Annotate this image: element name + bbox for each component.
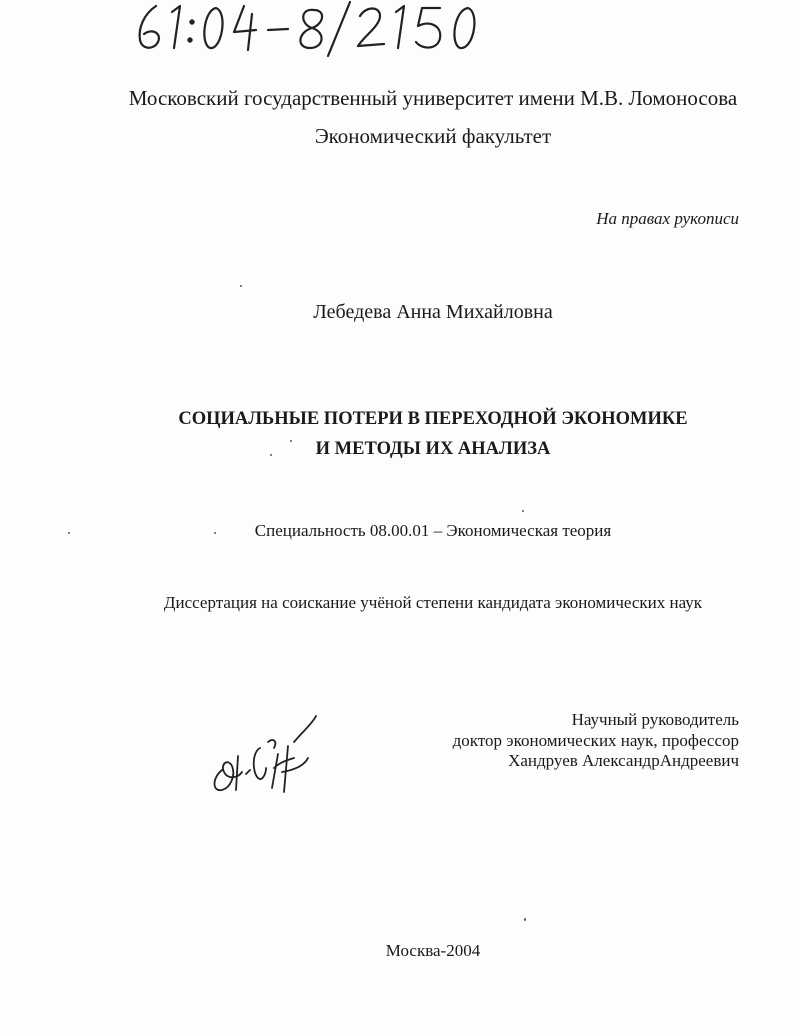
scan-speck — [214, 532, 216, 534]
scan-speck — [290, 440, 292, 442]
manuscript-rights-note: На правах рукописи — [596, 209, 739, 228]
author-name: Лебедева Анна Михайловна — [313, 301, 553, 323]
specialty-line: Специальность 08.00.01 – Экономическая теория — [254, 521, 612, 540]
scan-speck — [68, 532, 70, 534]
university-name: Московский государственный университет имени М.В. Ломоносова — [128, 86, 738, 110]
scan-speck — [270, 454, 272, 456]
scan-speck — [524, 918, 526, 921]
supervisor-role: Научный руководитель — [571, 710, 739, 729]
dissertation-degree-line: Диссертация на соискание учёной степени кандидата экономических наук — [163, 593, 703, 612]
handwritten-code-drawing — [128, 0, 508, 58]
author-signature — [208, 712, 320, 798]
dissertation-title-line-2: И МЕТОДЫ ИХ АНАЛИЗА — [315, 439, 551, 459]
handwritten-archive-code — [128, 0, 508, 58]
signature-drawing — [208, 712, 320, 798]
city-year: Москва-2004 — [385, 941, 481, 960]
supervisor-name: Хандруев АлександрАндреевич — [508, 751, 739, 770]
supervisor-degree: доктор экономических наук, профессор — [452, 731, 739, 750]
scan-speck — [240, 285, 242, 287]
dissertation-title-line-1: СОЦИАЛЬНЫЕ ПОТЕРИ В ПЕРЕХОДНОЙ ЭКОНОМИКЕ — [178, 409, 688, 429]
scan-speck — [522, 510, 524, 512]
faculty-name: Экономический факультет — [314, 124, 552, 148]
